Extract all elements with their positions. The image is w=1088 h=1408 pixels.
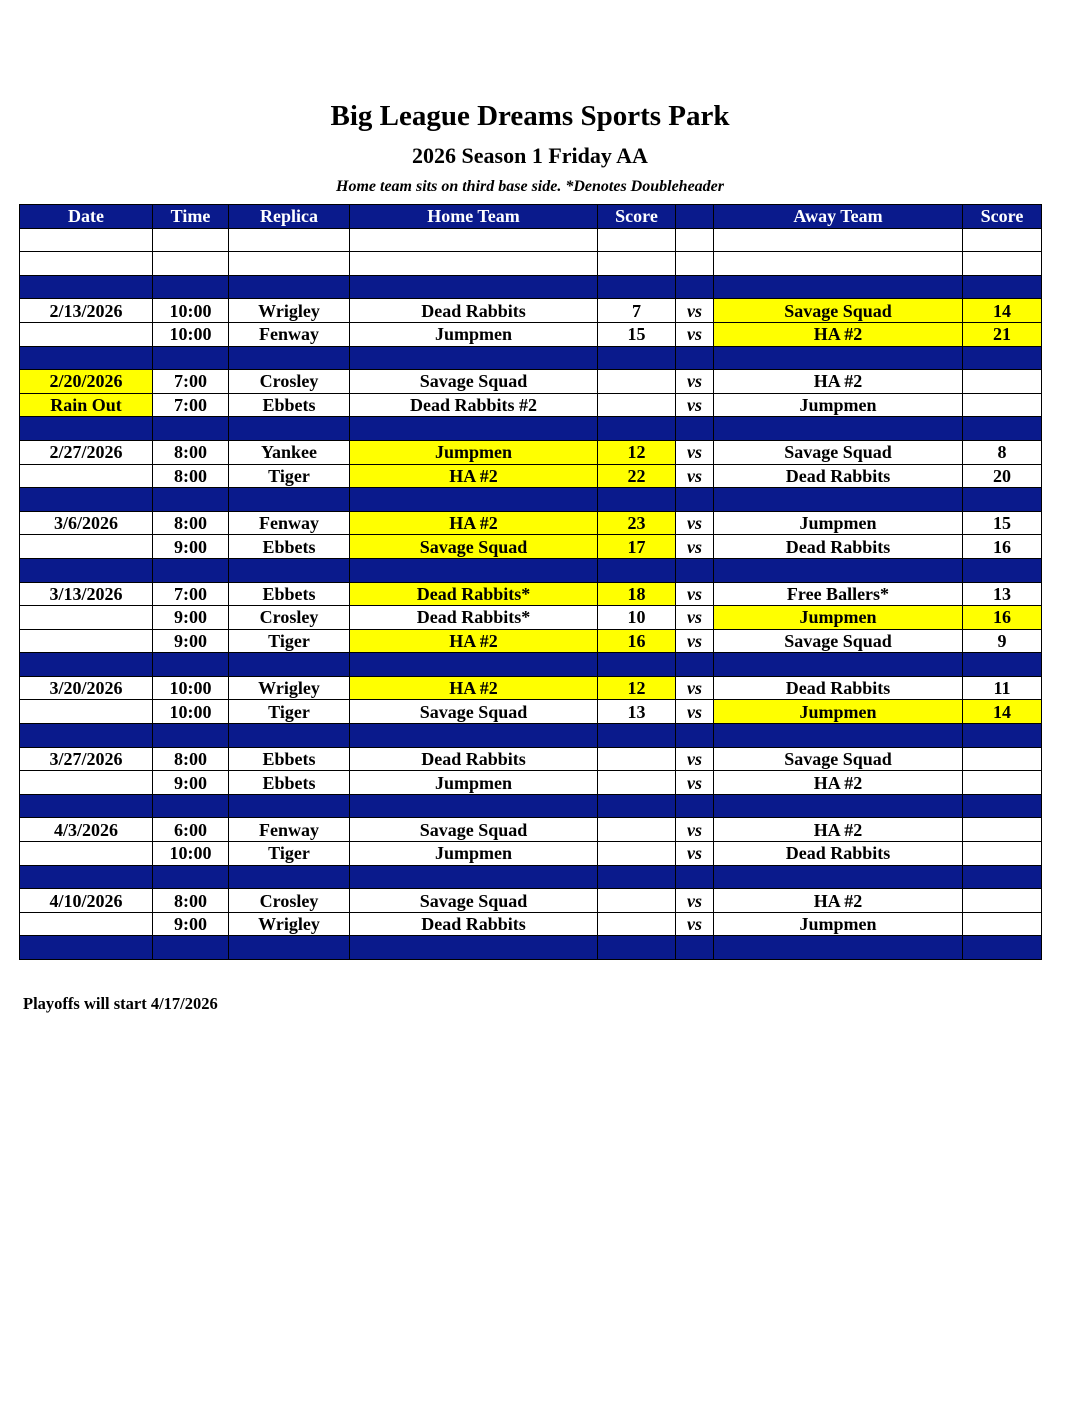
separator-cell — [676, 865, 714, 889]
col-date-header: Date — [20, 205, 153, 229]
separator-row — [20, 865, 1042, 889]
date-cell — [20, 535, 153, 559]
separator-cell — [598, 558, 676, 582]
home-team-cell: Jumpmen — [350, 322, 598, 346]
home-score-cell: 22 — [598, 464, 676, 488]
separator-cell — [714, 417, 963, 441]
schedule-body — [20, 228, 1042, 959]
game-row — [20, 700, 1042, 724]
home-team-cell: Dead Rabbits — [350, 299, 598, 323]
separator-cell — [229, 346, 350, 370]
separator-cell — [963, 417, 1042, 441]
away-score-cell: 15 — [963, 511, 1042, 535]
time-cell: 9:00 — [153, 629, 229, 653]
away-team-cell: Free Ballers* — [714, 582, 963, 606]
date-cell: 3/13/2026 — [20, 582, 153, 606]
home-score-cell: 16 — [598, 629, 676, 653]
blank-cell — [676, 228, 714, 252]
schedule-table — [19, 204, 1042, 960]
vs-cell: vs — [676, 440, 714, 464]
date-cell — [20, 629, 153, 653]
game-row — [20, 440, 1042, 464]
date-cell: 2/27/2026 — [20, 440, 153, 464]
replica-cell: Wrigley — [229, 676, 350, 700]
separator-cell — [20, 417, 153, 441]
vs-cell: vs — [676, 299, 714, 323]
date-cell — [20, 322, 153, 346]
separator-row — [20, 794, 1042, 818]
game-row — [20, 629, 1042, 653]
separator-row — [20, 275, 1042, 299]
away-team-cell: HA #2 — [714, 818, 963, 842]
blank-cell — [598, 252, 676, 276]
away-team-cell: Savage Squad — [714, 629, 963, 653]
blank-cell — [963, 228, 1042, 252]
separator-cell — [229, 724, 350, 748]
replica-cell: Crosley — [229, 889, 350, 913]
away-team-cell: HA #2 — [714, 322, 963, 346]
away-score-cell: 16 — [963, 535, 1042, 559]
game-row — [20, 370, 1042, 394]
separator-cell — [963, 558, 1042, 582]
home-score-cell: 12 — [598, 676, 676, 700]
home-score-cell: 13 — [598, 700, 676, 724]
away-team-cell: Dead Rabbits — [714, 842, 963, 866]
away-team-cell: HA #2 — [714, 771, 963, 795]
away-score-cell — [963, 842, 1042, 866]
season-subtitle: 2026 Season 1 Friday AA — [412, 143, 648, 168]
home-team-cell: Savage Squad — [350, 818, 598, 842]
vs-cell: vs — [676, 700, 714, 724]
separator-cell — [598, 794, 676, 818]
game-row — [20, 842, 1042, 866]
game-row — [20, 912, 1042, 936]
blank-cell — [229, 228, 350, 252]
separator-cell — [153, 417, 229, 441]
game-row — [20, 676, 1042, 700]
game-row — [20, 582, 1042, 606]
separator-cell — [350, 724, 598, 748]
game-row — [20, 322, 1042, 346]
home-score-cell — [598, 912, 676, 936]
game-row — [20, 511, 1042, 535]
date-cell — [20, 606, 153, 630]
home-team-cell: HA #2 — [350, 676, 598, 700]
vs-cell: vs — [676, 393, 714, 417]
separator-cell — [20, 275, 153, 299]
blank-cell — [20, 252, 153, 276]
time-cell: 10:00 — [153, 322, 229, 346]
separator-cell — [350, 275, 598, 299]
away-team-cell: Dead Rabbits — [714, 535, 963, 559]
separator-cell — [350, 936, 598, 960]
game-row — [20, 535, 1042, 559]
separator-cell — [963, 653, 1042, 677]
date-cell — [20, 700, 153, 724]
separator-cell — [676, 724, 714, 748]
separator-cell — [20, 488, 153, 512]
game-row — [20, 818, 1042, 842]
home-score-cell — [598, 393, 676, 417]
game-row — [20, 299, 1042, 323]
separator-cell — [350, 558, 598, 582]
replica-cell: Yankee — [229, 440, 350, 464]
home-score-cell — [598, 889, 676, 913]
separator-cell — [229, 653, 350, 677]
separator-cell — [350, 794, 598, 818]
game-row — [20, 747, 1042, 771]
home-score-cell — [598, 818, 676, 842]
home-team-cell: Dead Rabbits* — [350, 606, 598, 630]
blank-cell — [350, 228, 598, 252]
separator-cell — [229, 417, 350, 441]
replica-cell: Tiger — [229, 464, 350, 488]
away-score-cell: 21 — [963, 322, 1042, 346]
vs-cell: vs — [676, 535, 714, 559]
separator-cell — [714, 936, 963, 960]
away-team-cell: Savage Squad — [714, 747, 963, 771]
separator-cell — [714, 488, 963, 512]
away-score-cell: 16 — [963, 606, 1042, 630]
separator-cell — [598, 488, 676, 512]
separator-cell — [153, 346, 229, 370]
replica-cell: Wrigley — [229, 912, 350, 936]
header-row — [20, 205, 1042, 229]
time-cell: 7:00 — [153, 370, 229, 394]
separator-cell — [20, 724, 153, 748]
date-cell: 3/20/2026 — [20, 676, 153, 700]
away-team-cell: HA #2 — [714, 889, 963, 913]
vs-cell: vs — [676, 771, 714, 795]
col-vs-header — [676, 205, 714, 229]
blank-cell — [714, 228, 963, 252]
separator-cell — [598, 936, 676, 960]
away-score-cell: 14 — [963, 700, 1042, 724]
col-away-score-header: Score — [963, 205, 1042, 229]
away-team-cell: Dead Rabbits — [714, 676, 963, 700]
away-score-cell — [963, 747, 1042, 771]
blank-cell — [153, 228, 229, 252]
separator-cell — [350, 865, 598, 889]
separator-cell — [20, 936, 153, 960]
separator-row — [20, 488, 1042, 512]
separator-cell — [676, 275, 714, 299]
col-replica-header: Replica — [229, 205, 350, 229]
home-team-cell: HA #2 — [350, 629, 598, 653]
game-row — [20, 889, 1042, 913]
time-cell: 8:00 — [153, 511, 229, 535]
separator-row — [20, 936, 1042, 960]
separator-cell — [350, 488, 598, 512]
separator-cell — [229, 936, 350, 960]
separator-cell — [714, 794, 963, 818]
away-team-cell: Savage Squad — [714, 299, 963, 323]
separator-cell — [676, 417, 714, 441]
blank-cell — [350, 252, 598, 276]
blank-cell — [229, 252, 350, 276]
date-cell — [20, 912, 153, 936]
col-away-team-header: Away Team — [714, 205, 963, 229]
time-cell: 9:00 — [153, 606, 229, 630]
blank-row — [20, 228, 1042, 252]
separator-cell — [963, 794, 1042, 818]
separator-cell — [229, 488, 350, 512]
separator-row — [20, 653, 1042, 677]
schedule-note: Home team sits on third base side. *Denotes Doubleheader — [336, 178, 724, 195]
replica-cell: Crosley — [229, 370, 350, 394]
separator-cell — [676, 936, 714, 960]
away-score-cell: 11 — [963, 676, 1042, 700]
away-team-cell: Dead Rabbits — [714, 464, 963, 488]
separator-cell — [598, 865, 676, 889]
vs-cell: vs — [676, 676, 714, 700]
time-cell: 10:00 — [153, 676, 229, 700]
vs-cell: vs — [676, 511, 714, 535]
game-row — [20, 464, 1042, 488]
replica-cell: Tiger — [229, 842, 350, 866]
home-team-cell: Dead Rabbits #2 — [350, 393, 598, 417]
vs-cell: vs — [676, 842, 714, 866]
vs-cell: vs — [676, 606, 714, 630]
time-cell: 8:00 — [153, 440, 229, 464]
vs-cell: vs — [676, 322, 714, 346]
time-cell: 10:00 — [153, 842, 229, 866]
replica-cell: Fenway — [229, 511, 350, 535]
vs-cell: vs — [676, 889, 714, 913]
away-team-cell: Jumpmen — [714, 606, 963, 630]
replica-cell: Ebbets — [229, 582, 350, 606]
separator-row — [20, 558, 1042, 582]
replica-cell: Ebbets — [229, 393, 350, 417]
time-cell: 10:00 — [153, 700, 229, 724]
away-score-cell: 9 — [963, 629, 1042, 653]
date-cell — [20, 842, 153, 866]
page-title: Big League Dreams Sports Park — [330, 100, 730, 132]
separator-cell — [714, 653, 963, 677]
separator-cell — [20, 653, 153, 677]
blank-cell — [714, 252, 963, 276]
blank-cell — [20, 228, 153, 252]
blank-cell — [153, 252, 229, 276]
date-cell: 3/27/2026 — [20, 747, 153, 771]
away-score-cell: 13 — [963, 582, 1042, 606]
game-row — [20, 606, 1042, 630]
separator-cell — [350, 346, 598, 370]
away-score-cell — [963, 393, 1042, 417]
separator-cell — [714, 724, 963, 748]
home-team-cell: Dead Rabbits — [350, 912, 598, 936]
blank-cell — [598, 228, 676, 252]
home-team-cell: Jumpmen — [350, 842, 598, 866]
away-score-cell — [963, 889, 1042, 913]
home-team-cell: Dead Rabbits* — [350, 582, 598, 606]
separator-cell — [676, 794, 714, 818]
time-cell: 10:00 — [153, 299, 229, 323]
vs-cell: vs — [676, 629, 714, 653]
replica-cell: Wrigley — [229, 299, 350, 323]
replica-cell: Ebbets — [229, 747, 350, 771]
home-team-cell: Savage Squad — [350, 889, 598, 913]
vs-cell: vs — [676, 370, 714, 394]
home-team-cell: Savage Squad — [350, 370, 598, 394]
home-score-cell — [598, 771, 676, 795]
separator-cell — [20, 794, 153, 818]
home-score-cell: 15 — [598, 322, 676, 346]
home-score-cell: 7 — [598, 299, 676, 323]
time-cell: 9:00 — [153, 535, 229, 559]
col-home-score-header: Score — [598, 205, 676, 229]
away-team-cell: Jumpmen — [714, 912, 963, 936]
separator-cell — [598, 275, 676, 299]
separator-row — [20, 417, 1042, 441]
home-score-cell: 23 — [598, 511, 676, 535]
blank-cell — [676, 252, 714, 276]
away-team-cell: HA #2 — [714, 370, 963, 394]
date-cell: 2/20/2026 — [20, 370, 153, 394]
separator-cell — [676, 558, 714, 582]
col-time-header: Time — [153, 205, 229, 229]
separator-cell — [963, 724, 1042, 748]
separator-cell — [20, 346, 153, 370]
separator-cell — [598, 653, 676, 677]
away-team-cell: Jumpmen — [714, 700, 963, 724]
separator-cell — [153, 794, 229, 818]
separator-cell — [153, 865, 229, 889]
away-score-cell — [963, 771, 1042, 795]
replica-cell: Ebbets — [229, 535, 350, 559]
date-cell: 4/3/2026 — [20, 818, 153, 842]
separator-cell — [229, 275, 350, 299]
separator-cell — [153, 653, 229, 677]
home-team-cell: Jumpmen — [350, 771, 598, 795]
time-cell: 7:00 — [153, 582, 229, 606]
separator-cell — [153, 558, 229, 582]
replica-cell: Crosley — [229, 606, 350, 630]
away-score-cell — [963, 370, 1042, 394]
separator-cell — [963, 488, 1042, 512]
home-team-cell: HA #2 — [350, 511, 598, 535]
time-cell: 7:00 — [153, 393, 229, 417]
separator-cell — [963, 346, 1042, 370]
vs-cell: vs — [676, 818, 714, 842]
date-cell: 4/10/2026 — [20, 889, 153, 913]
separator-cell — [229, 865, 350, 889]
vs-cell: vs — [676, 464, 714, 488]
home-team-cell: Savage Squad — [350, 535, 598, 559]
home-team-cell: Dead Rabbits — [350, 747, 598, 771]
home-score-cell: 12 — [598, 440, 676, 464]
replica-cell: Tiger — [229, 700, 350, 724]
home-score-cell: 18 — [598, 582, 676, 606]
blank-row — [20, 252, 1042, 276]
separator-cell — [963, 865, 1042, 889]
home-team-cell: HA #2 — [350, 464, 598, 488]
time-cell: 9:00 — [153, 912, 229, 936]
home-score-cell — [598, 842, 676, 866]
separator-cell — [350, 653, 598, 677]
away-score-cell: 8 — [963, 440, 1042, 464]
separator-cell — [598, 417, 676, 441]
col-home-team-header: Home Team — [350, 205, 598, 229]
home-score-cell: 10 — [598, 606, 676, 630]
away-score-cell: 20 — [963, 464, 1042, 488]
separator-cell — [153, 936, 229, 960]
date-cell: Rain Out — [20, 393, 153, 417]
separator-cell — [714, 865, 963, 889]
replica-cell: Fenway — [229, 322, 350, 346]
game-row — [20, 771, 1042, 795]
away-score-cell — [963, 818, 1042, 842]
replica-cell: Ebbets — [229, 771, 350, 795]
blank-cell — [963, 252, 1042, 276]
date-cell: 2/13/2026 — [20, 299, 153, 323]
separator-cell — [229, 558, 350, 582]
replica-cell: Tiger — [229, 629, 350, 653]
date-cell — [20, 464, 153, 488]
separator-cell — [714, 558, 963, 582]
separator-cell — [676, 346, 714, 370]
home-score-cell: 17 — [598, 535, 676, 559]
home-team-cell: Savage Squad — [350, 700, 598, 724]
away-team-cell: Savage Squad — [714, 440, 963, 464]
separator-cell — [229, 794, 350, 818]
home-score-cell — [598, 370, 676, 394]
away-team-cell: Jumpmen — [714, 511, 963, 535]
vs-cell: vs — [676, 747, 714, 771]
separator-cell — [20, 865, 153, 889]
away-score-cell — [963, 912, 1042, 936]
separator-cell — [153, 488, 229, 512]
separator-row — [20, 346, 1042, 370]
separator-cell — [963, 275, 1042, 299]
separator-cell — [598, 346, 676, 370]
game-row — [20, 393, 1042, 417]
time-cell: 8:00 — [153, 889, 229, 913]
time-cell: 9:00 — [153, 771, 229, 795]
separator-cell — [20, 558, 153, 582]
playoffs-note: Playoffs will start 4/17/2026 — [23, 994, 218, 1013]
separator-cell — [153, 724, 229, 748]
separator-cell — [676, 488, 714, 512]
separator-cell — [714, 346, 963, 370]
time-cell: 8:00 — [153, 747, 229, 771]
vs-cell: vs — [676, 912, 714, 936]
time-cell: 6:00 — [153, 818, 229, 842]
date-cell — [20, 771, 153, 795]
separator-cell — [153, 275, 229, 299]
time-cell: 8:00 — [153, 464, 229, 488]
separator-cell — [350, 417, 598, 441]
away-score-cell: 14 — [963, 299, 1042, 323]
separator-row — [20, 724, 1042, 748]
replica-cell: Fenway — [229, 818, 350, 842]
separator-cell — [714, 275, 963, 299]
home-score-cell — [598, 747, 676, 771]
away-team-cell: Jumpmen — [714, 393, 963, 417]
date-cell: 3/6/2026 — [20, 511, 153, 535]
separator-cell — [963, 936, 1042, 960]
separator-cell — [676, 653, 714, 677]
home-team-cell: Jumpmen — [350, 440, 598, 464]
vs-cell: vs — [676, 582, 714, 606]
separator-cell — [598, 724, 676, 748]
